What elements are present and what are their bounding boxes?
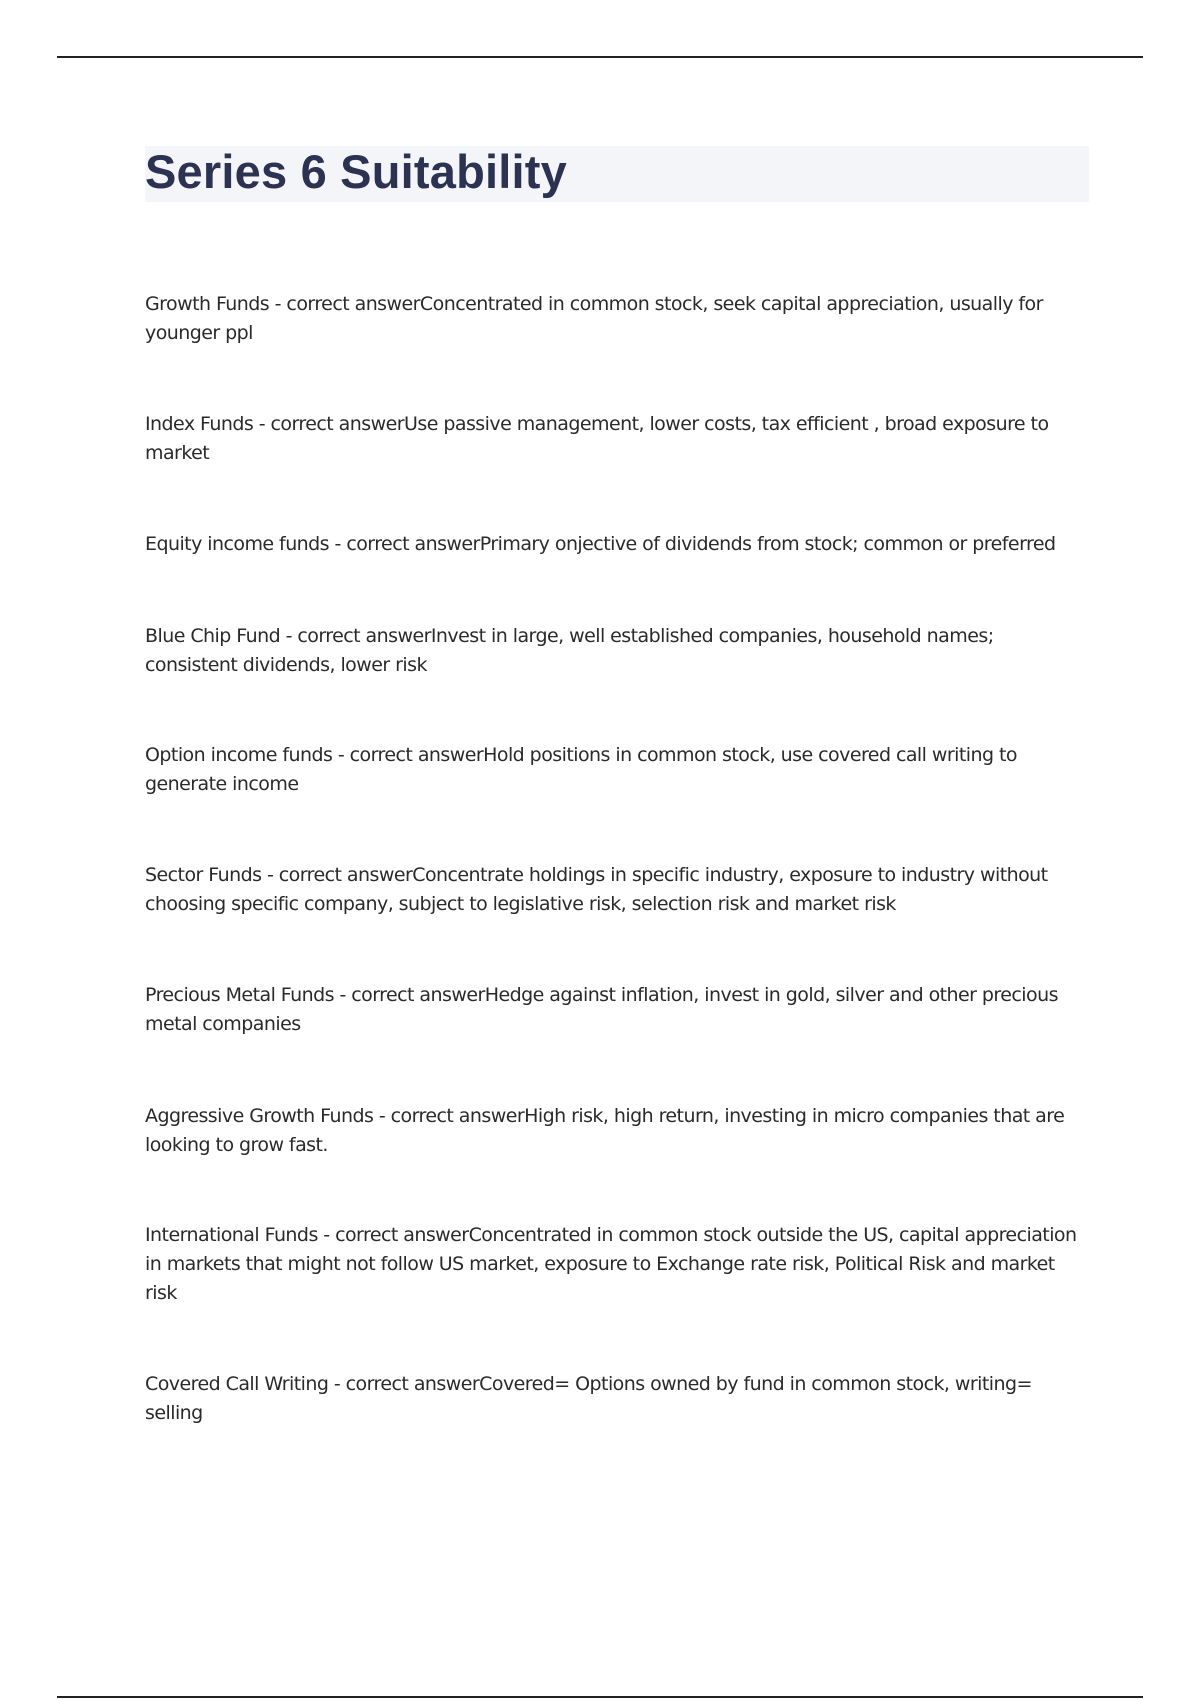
list-item: Option income funds - correct answerHold positions in common stock, use covered call writing to generate income bbox=[145, 744, 1017, 795]
header-rule bbox=[57, 56, 1143, 58]
list-item: Precious Metal Funds - correct answerHedge against inflation, invest in gold, silver and other precious metal companies bbox=[145, 984, 1058, 1035]
footer-rule bbox=[57, 1696, 1143, 1698]
list-item: Index Funds - correct answerUse passive management, lower costs, tax efficient , broad exposure to market bbox=[145, 413, 1049, 464]
list-item: Equity income funds - correct answerPrimary onjective of dividends from stock; common or preferred bbox=[145, 533, 1056, 555]
list-item: Aggressive Growth Funds - correct answerHigh risk, high return, investing in micro companies that are looking to grow fast. bbox=[145, 1105, 1065, 1156]
list-item: Growth Funds - correct answerConcentrated in common stock, seek capital appreciation, usually for younger ppl bbox=[145, 293, 1043, 344]
list-item: Covered Call Writing - correct answerCovered= Options owned by fund in common stock, writing= selling bbox=[145, 1373, 1032, 1424]
list-item: International Funds - correct answerConcentrated in common stock outside the US, capital appreciation in markets that might not follow US market, exposure to Exchange rate risk, Political Risk and market risk bbox=[145, 1224, 1077, 1304]
list-item: Blue Chip Fund - correct answerInvest in large, well established companies, household names; consistent dividends, lower risk bbox=[145, 625, 994, 676]
list-item: Sector Funds - correct answerConcentrate holdings in specific industry, exposure to industry without choosing specific company, subject to legislative risk, selection risk and market risk bbox=[145, 864, 1048, 915]
page-title: Series 6 Suitability bbox=[145, 145, 567, 198]
